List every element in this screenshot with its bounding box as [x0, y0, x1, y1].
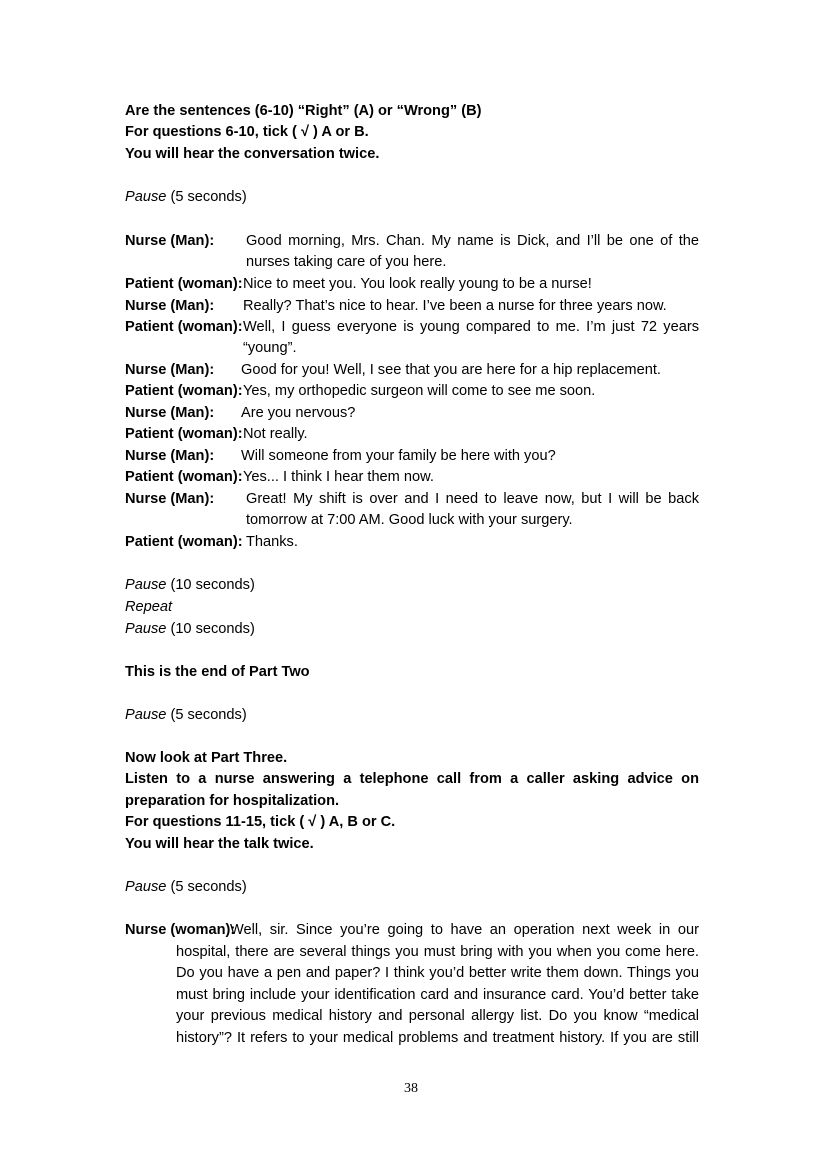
utterance-line: nurses taking care of you here. — [246, 254, 447, 270]
instruction-line-2: For questions 6-10, tick ( √ ) A or B. — [125, 124, 369, 140]
pause-duration: (10 seconds) — [170, 621, 255, 637]
pause-duration: (10 seconds) — [170, 577, 255, 593]
speaker-label: Patient (woman): — [125, 534, 243, 550]
speech-line: must bring include your identification card and insurance card. You’d better take — [176, 987, 699, 1003]
utterance-line: Not really. — [243, 426, 308, 442]
utterance-line: Well, I guess everyone is young compared to me. I’m just 72 years — [243, 319, 699, 335]
utterance-line: Good for you! Well, I see that you are here for a hip replacement. — [241, 362, 661, 378]
speech-line: your previous medical history and personal allergy list. Do you know “medical — [176, 1008, 699, 1024]
speaker-label: Patient (woman): — [125, 469, 243, 485]
pause-note — [125, 877, 247, 897]
pause-note — [125, 575, 255, 595]
speaker-label: Nurse (Man): — [125, 362, 215, 378]
pause-word: Pause — [125, 707, 167, 723]
speaker-label: Nurse (Man): — [125, 298, 215, 314]
pause-word: Pause — [125, 577, 167, 593]
part-three-hear-twice: You will hear the talk twice. — [125, 836, 314, 852]
speaker-label: Patient (woman): — [125, 319, 243, 335]
speaker-label: Nurse (Man): — [125, 448, 215, 464]
utterance-line: Are you nervous? — [241, 405, 356, 421]
speaker-label: Nurse (woman): — [125, 922, 236, 938]
pause-word: Pause — [125, 879, 167, 895]
pause-note — [125, 705, 247, 725]
utterance-line: Yes... I think I hear them now. — [243, 469, 434, 485]
pause-word: Pause — [125, 189, 167, 205]
speech-line: history”? It refers to your medical problems and treatment history. If you are still — [176, 1030, 699, 1046]
utterance-line: Will someone from your family be here with you? — [241, 448, 556, 464]
utterance-line: tomorrow at 7:00 AM. Good luck with your surgery. — [246, 512, 573, 528]
pause-duration: (5 seconds) — [170, 189, 247, 205]
pause-note — [125, 187, 247, 207]
repeat-note: Repeat — [125, 599, 173, 615]
pause-note — [125, 619, 255, 639]
end-of-part-two: This is the end of Part Two — [125, 664, 310, 680]
part-three-heading: Now look at Part Three. — [125, 750, 288, 766]
speaker-label: Nurse (Man): — [125, 405, 215, 421]
pause-duration: (5 seconds) — [170, 707, 247, 723]
pause-word: Pause — [125, 621, 167, 637]
speech-line: Do you have a pen and paper? I think you’d better write them down. Things you — [176, 965, 699, 981]
speech-line: Well, sir. Since you’re going to have an operation next week in our — [230, 922, 699, 938]
part-three-instruction-line: Listen to a nurse answering a telephone call from a caller asking advice on — [125, 771, 699, 787]
utterance-line: Yes, my orthopedic surgeon will come to see me soon. — [243, 383, 596, 399]
utterance-line: Good morning, Mrs. Chan. My name is Dick, and I’ll be one of the — [246, 233, 699, 249]
page-number: 38 — [404, 1081, 418, 1096]
speaker-label: Patient (woman): — [125, 276, 243, 292]
speaker-label: Patient (woman): — [125, 426, 243, 442]
part-three-instruction-line: preparation for hospitalization. — [125, 793, 340, 809]
utterance-line: Nice to meet you. You look really young to be a nurse! — [243, 276, 592, 292]
speaker-label: Nurse (Man): — [125, 491, 215, 507]
speech-line: hospital, there are several things you must bring with you when you come here. — [176, 944, 699, 960]
instruction-line-3: You will hear the conversation twice. — [125, 146, 380, 162]
utterance-line: Really? That’s nice to hear. I’ve been a nurse for three years now. — [243, 298, 667, 314]
instruction-line-1: Are the sentences (6-10) “Right” (A) or “Wrong” (B) — [125, 103, 482, 119]
speaker-label: Nurse (Man): — [125, 233, 215, 249]
utterance-line: “young”. — [243, 340, 297, 356]
speaker-label: Patient (woman): — [125, 383, 243, 399]
utterance-line: Great! My shift is over and I need to leave now, but I will be back — [246, 491, 699, 507]
part-three-questions: For questions 11-15, tick ( √ ) A, B or C. — [125, 814, 396, 830]
utterance-line: Thanks. — [246, 534, 298, 550]
pause-duration: (5 seconds) — [170, 879, 247, 895]
